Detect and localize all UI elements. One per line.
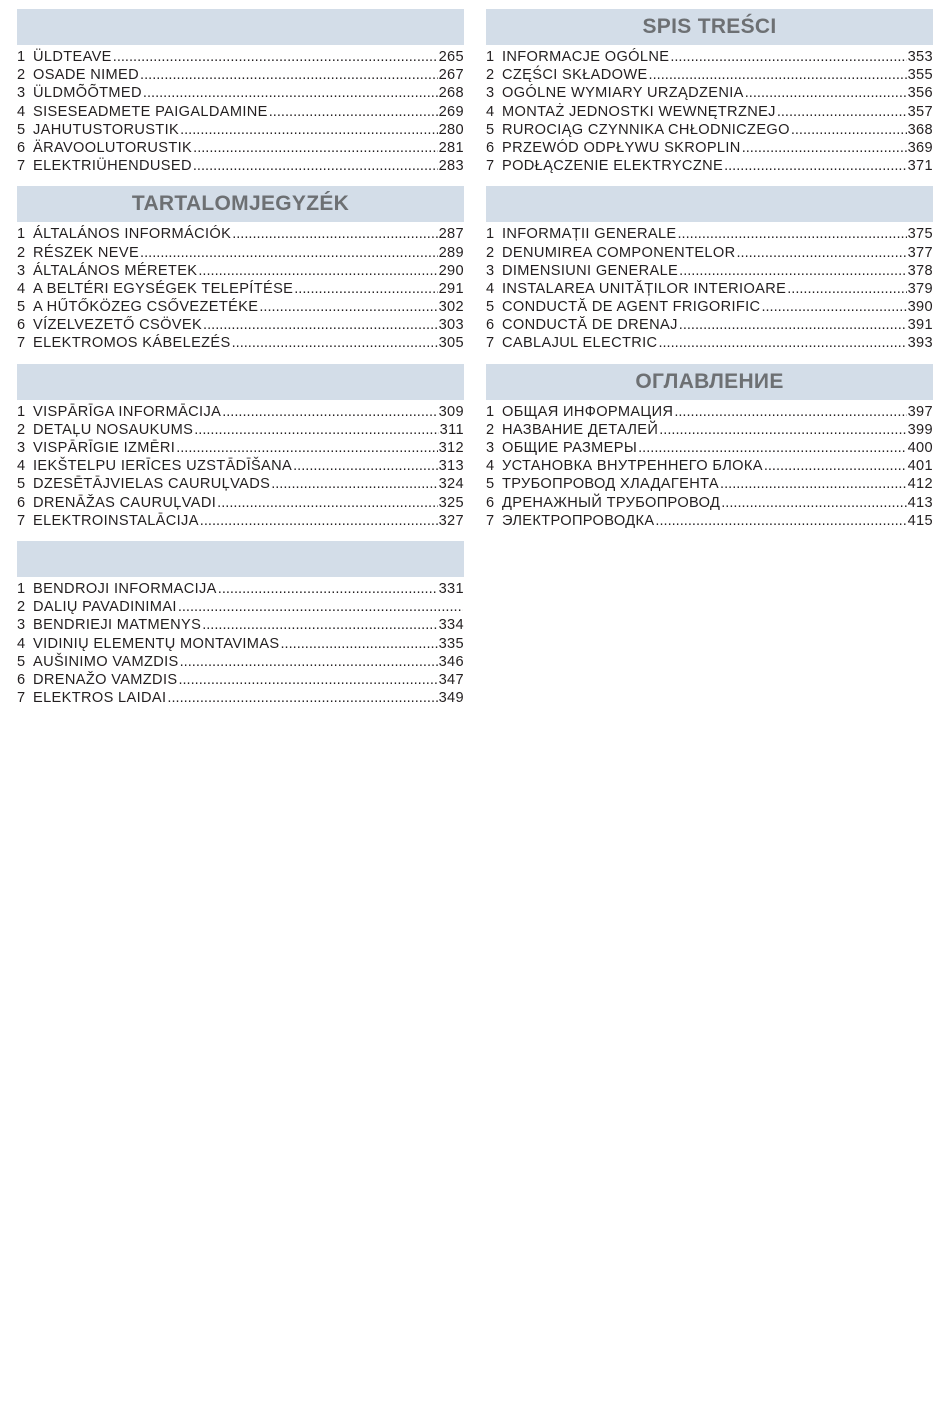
toc-entry[interactable] bbox=[17, 85, 464, 103]
dot-leader bbox=[678, 226, 907, 242]
entry-page-number: 371 bbox=[907, 158, 933, 175]
entry-number: 5 bbox=[17, 299, 26, 316]
entry-title: VIDINIŲ ELEMENTŲ MONTAVIMAS bbox=[33, 635, 280, 652]
entry-page-number: 281 bbox=[438, 139, 464, 156]
entry-number: 6 bbox=[486, 494, 495, 511]
toc-entry[interactable] bbox=[17, 122, 464, 140]
entry-page-number: 346 bbox=[438, 653, 464, 670]
toc-entry[interactable] bbox=[486, 495, 933, 513]
toc-entry[interactable] bbox=[486, 513, 933, 531]
entry-title: PRZEWÓD ODPŁYWU SKROPLIN bbox=[502, 139, 741, 156]
entry-page-number: 391 bbox=[907, 317, 933, 334]
entry-number: 7 bbox=[17, 158, 26, 175]
entry-number: 5 bbox=[486, 299, 495, 316]
toc-section bbox=[486, 364, 933, 531]
toc-entry[interactable] bbox=[17, 140, 464, 158]
section-heading: ОГЛАВЛЕНИЕ bbox=[486, 364, 933, 400]
entry-page-number: 413 bbox=[907, 494, 933, 511]
dot-leader bbox=[222, 404, 437, 420]
toc-entry[interactable] bbox=[17, 672, 464, 690]
entry-number: 4 bbox=[17, 280, 26, 297]
entry-title: VISPĀRĪGA INFORMĀCIJA bbox=[33, 403, 222, 420]
toc-section bbox=[486, 186, 933, 353]
entry-title: RÉSZEK NEVE bbox=[33, 244, 140, 261]
section-heading bbox=[17, 541, 464, 577]
dot-leader bbox=[745, 85, 907, 101]
toc-entry[interactable] bbox=[17, 617, 464, 635]
toc-entry[interactable] bbox=[486, 404, 933, 422]
dot-leader bbox=[269, 104, 438, 120]
entry-title: INFORMACJE OGÓLNE bbox=[502, 49, 670, 65]
toc-entry[interactable] bbox=[17, 104, 464, 122]
dot-leader bbox=[143, 85, 438, 101]
entry-page-number: 347 bbox=[438, 671, 464, 688]
dot-leader bbox=[787, 281, 906, 297]
entry-title: DZESĒTĀJVIELAS CAURUĻVADS bbox=[33, 476, 271, 493]
entry-number: 1 bbox=[17, 403, 26, 420]
toc-list bbox=[486, 226, 933, 353]
entry-title: SISESEADMETE PAIGALDAMINE bbox=[33, 103, 268, 120]
entry-number: 1 bbox=[486, 403, 495, 420]
toc-entry[interactable] bbox=[17, 158, 464, 176]
entry-number: 7 bbox=[486, 158, 495, 175]
section-heading: TARTALOMJEGYZÉK bbox=[17, 186, 464, 222]
entry-title: A HŰTŐKÖZEG CSŐVEZETÉKE bbox=[33, 299, 259, 316]
entry-title: INSTALAREA UNITĂȚILOR INTERIOARE bbox=[502, 280, 787, 297]
entry-page-number: 390 bbox=[907, 299, 933, 316]
dot-leader bbox=[649, 67, 907, 83]
entry-number: 7 bbox=[17, 335, 26, 352]
entry-title: ELEKTROS LAIDAI bbox=[33, 690, 167, 707]
entry-title: VÍZELVEZETŐ CSÖVEK bbox=[33, 317, 203, 334]
entry-number: 7 bbox=[486, 512, 495, 529]
entry-number: 7 bbox=[17, 690, 26, 707]
entry-number: 1 bbox=[486, 226, 495, 243]
dot-leader bbox=[218, 581, 438, 597]
toc-entry[interactable] bbox=[486, 263, 933, 281]
section-heading bbox=[17, 364, 464, 400]
entry-page-number: 331 bbox=[438, 580, 464, 597]
toc-entry[interactable] bbox=[17, 317, 464, 335]
dot-leader bbox=[294, 281, 437, 297]
entry-page-number: 311 bbox=[439, 421, 464, 438]
entry-number: 6 bbox=[17, 139, 26, 156]
dot-leader bbox=[742, 140, 907, 156]
dot-leader bbox=[193, 158, 438, 174]
toc-entry[interactable] bbox=[17, 654, 464, 672]
entry-title: DALIŲ PAVADINIMAI bbox=[33, 599, 177, 616]
entry-page-number: 313 bbox=[438, 458, 464, 475]
dot-leader bbox=[113, 49, 438, 65]
entry-page-number: 377 bbox=[907, 244, 933, 261]
entry-title: OSADE NIMED bbox=[33, 67, 140, 84]
entry-page-number: 393 bbox=[907, 335, 933, 352]
entry-number: 2 bbox=[17, 421, 26, 438]
entry-number: 5 bbox=[486, 121, 495, 138]
entry-number: 1 bbox=[17, 226, 26, 243]
entry-page-number: 334 bbox=[438, 617, 464, 634]
dot-leader bbox=[217, 495, 437, 511]
toc-entry[interactable] bbox=[17, 422, 464, 440]
section-heading: SPIS TREŚCI bbox=[486, 9, 933, 45]
entry-page-number: 327 bbox=[438, 512, 464, 529]
toc-entry[interactable] bbox=[486, 85, 933, 103]
entry-page-number: 349 bbox=[438, 690, 464, 707]
entry-title: ДРЕНАЖНЫЙ ТРУБОПРОВОД bbox=[502, 494, 721, 511]
entry-number: 3 bbox=[17, 440, 26, 456]
dot-leader bbox=[180, 654, 438, 670]
entry-number: 4 bbox=[486, 103, 495, 120]
toc-entry[interactable] bbox=[17, 458, 464, 476]
entry-page-number: 290 bbox=[438, 262, 464, 279]
toc-entry[interactable] bbox=[486, 458, 933, 476]
entry-number: 5 bbox=[486, 476, 495, 493]
entry-number: 4 bbox=[17, 103, 26, 120]
entry-page-number: 355 bbox=[907, 67, 933, 84]
toc-entry[interactable] bbox=[17, 299, 464, 317]
dot-leader bbox=[198, 263, 437, 279]
entry-number: 6 bbox=[486, 139, 495, 156]
dot-leader bbox=[674, 404, 906, 420]
entry-title: CONDUCTĂ DE AGENT FRIGORIFIC bbox=[502, 299, 761, 316]
entry-number: 7 bbox=[17, 512, 26, 529]
dot-leader bbox=[203, 317, 438, 333]
entry-number: 5 bbox=[17, 121, 26, 138]
entry-title: ELEKTRIÜHENDUSED bbox=[33, 158, 192, 175]
toc-section bbox=[17, 364, 464, 531]
dot-leader bbox=[638, 440, 906, 456]
entry-number: 2 bbox=[486, 67, 495, 84]
entry-page-number: 325 bbox=[438, 494, 464, 511]
entry-number: 2 bbox=[17, 599, 26, 616]
section-heading bbox=[486, 186, 933, 222]
entry-page-number: 356 bbox=[907, 85, 933, 102]
toc-entry[interactable] bbox=[486, 476, 933, 494]
toc-entry[interactable] bbox=[17, 245, 464, 263]
entry-number: 4 bbox=[486, 458, 495, 475]
entry-number: 4 bbox=[17, 458, 26, 475]
entry-number: 2 bbox=[17, 244, 26, 261]
entry-number: 5 bbox=[17, 653, 26, 670]
toc-entry[interactable] bbox=[17, 281, 464, 299]
entry-title: ELEKTROMOS KÁBELEZÉS bbox=[33, 335, 231, 352]
toc-entry[interactable] bbox=[17, 513, 464, 531]
dot-leader bbox=[280, 636, 437, 652]
entry-title: УСТАНОВКА ВНУТРЕННЕГО БЛОКА bbox=[502, 458, 763, 475]
dot-leader bbox=[178, 672, 437, 688]
entry-title: AUŠINIMO VAMZDIS bbox=[33, 653, 179, 670]
toc-entry[interactable] bbox=[17, 67, 464, 85]
entry-title: ЭЛЕКТРОПРОВОДКА bbox=[502, 512, 655, 529]
toc-entry[interactable] bbox=[17, 49, 464, 67]
dot-leader bbox=[202, 617, 437, 633]
toc-section bbox=[17, 541, 464, 708]
entry-title: BENDRIEJI MATMENYS bbox=[33, 617, 202, 634]
toc-list bbox=[17, 49, 464, 176]
entry-title: DRENAŽO VAMZDIS bbox=[33, 671, 178, 688]
toc-entry[interactable] bbox=[486, 422, 933, 440]
entry-number: 4 bbox=[17, 635, 26, 652]
dot-leader bbox=[721, 495, 906, 511]
toc-entry[interactable] bbox=[486, 49, 933, 67]
entry-page-number: 269 bbox=[438, 103, 464, 120]
entry-number: 6 bbox=[486, 317, 495, 334]
entry-page-number: 401 bbox=[907, 458, 933, 475]
entry-page-number: 412 bbox=[907, 476, 933, 493]
entry-title: ELEKTROINSTALĀCIJA bbox=[33, 512, 199, 529]
entry-page-number: 283 bbox=[438, 158, 464, 175]
toc-entry[interactable] bbox=[17, 476, 464, 494]
entry-title: НАЗВАНИЕ ДЕТАЛЕЙ bbox=[502, 421, 659, 438]
entry-title: ÜLDTEAVE bbox=[33, 49, 112, 65]
dot-leader bbox=[180, 122, 438, 138]
entry-title: VISPĀRĪGIE IZMĒRI bbox=[33, 440, 176, 456]
dot-leader bbox=[791, 122, 907, 138]
toc-entry[interactable] bbox=[486, 245, 933, 263]
entry-page-number: 291 bbox=[438, 280, 464, 297]
toc-entry[interactable] bbox=[17, 226, 464, 244]
entry-number: 3 bbox=[486, 85, 495, 102]
toc-entry[interactable] bbox=[486, 299, 933, 317]
entry-number: 3 bbox=[17, 262, 26, 279]
entry-number: 4 bbox=[486, 280, 495, 297]
entry-title: MONTAŻ JEDNOSTKI WEWNĘTRZNEJ bbox=[502, 103, 776, 120]
entry-title: ÜLDMÕÕTMED bbox=[33, 85, 142, 102]
entry-title: ТРУБОПРОВОД ХЛАДАГЕНТА bbox=[502, 476, 720, 493]
dot-leader bbox=[724, 158, 907, 174]
entry-title: DENUMIREA COMPONENTELOR bbox=[502, 244, 736, 261]
entry-page-number: 397 bbox=[907, 403, 933, 420]
toc-entry[interactable] bbox=[486, 440, 933, 458]
dot-leader bbox=[200, 513, 438, 529]
entry-page-number: 400 bbox=[907, 440, 933, 456]
dot-leader bbox=[140, 67, 438, 83]
dot-leader bbox=[232, 335, 438, 351]
dot-leader bbox=[232, 226, 437, 242]
entry-page-number: 268 bbox=[438, 85, 464, 102]
entry-page-number: 309 bbox=[438, 403, 464, 420]
dot-leader bbox=[720, 476, 907, 492]
entry-number: 5 bbox=[17, 476, 26, 493]
entry-page-number: 305 bbox=[438, 335, 464, 352]
entry-title: ОБЩАЯ ИНФОРМАЦИЯ bbox=[502, 403, 674, 420]
entry-number: 1 bbox=[486, 49, 495, 65]
entry-title: DIMENSIUNI GENERALE bbox=[502, 262, 679, 279]
toc-entry[interactable] bbox=[486, 317, 933, 335]
toc-entry[interactable] bbox=[17, 581, 464, 599]
entry-page-number: 399 bbox=[907, 421, 933, 438]
entry-page-number: 324 bbox=[438, 476, 464, 493]
entry-page-number: 287 bbox=[438, 226, 464, 243]
dot-leader bbox=[679, 263, 906, 279]
toc-entry[interactable] bbox=[486, 122, 933, 140]
entry-title: CONDUCTĂ DE DRENAJ bbox=[502, 317, 678, 334]
entry-number: 6 bbox=[17, 494, 26, 511]
entry-title: OGÓLNE WYMIARY URZĄDZENIA bbox=[502, 85, 744, 102]
toc-column-right bbox=[486, 9, 933, 541]
dot-leader bbox=[736, 245, 906, 261]
entry-page-number: 265 bbox=[438, 49, 464, 65]
dot-leader bbox=[655, 513, 906, 529]
dot-leader bbox=[193, 140, 437, 156]
toc-entry[interactable] bbox=[17, 636, 464, 654]
dot-leader bbox=[140, 245, 438, 261]
dot-leader bbox=[777, 104, 907, 120]
entry-page-number: 335 bbox=[438, 635, 464, 652]
dot-leader bbox=[271, 476, 437, 492]
entry-page-number: 312 bbox=[438, 440, 464, 456]
entry-number: 3 bbox=[486, 262, 495, 279]
entry-title: ОБЩИЕ РАЗМЕРЫ bbox=[502, 440, 638, 456]
toc-section bbox=[17, 9, 464, 176]
toc-entry[interactable] bbox=[486, 140, 933, 158]
toc-entry[interactable] bbox=[17, 495, 464, 513]
toc-entry[interactable] bbox=[486, 67, 933, 85]
dot-leader bbox=[764, 458, 907, 474]
entry-number: 2 bbox=[486, 421, 495, 438]
dot-leader bbox=[176, 440, 437, 456]
toc-list bbox=[17, 581, 464, 708]
toc-section bbox=[486, 9, 933, 176]
dot-leader bbox=[761, 299, 906, 315]
entry-title: A BELTÉRI EGYSÉGEK TELEPÍTÉSE bbox=[33, 280, 294, 297]
dot-leader bbox=[194, 422, 438, 438]
toc-list bbox=[486, 404, 933, 531]
toc-entry[interactable] bbox=[486, 335, 933, 353]
entry-title: BENDROJI INFORMACIJA bbox=[33, 580, 217, 597]
toc-entry[interactable] bbox=[486, 281, 933, 299]
toc-entry[interactable] bbox=[17, 690, 464, 708]
entry-title: IEKŠTELPU IERĪCES UZSTĀDĪŠANA bbox=[33, 458, 293, 475]
entry-number: 6 bbox=[17, 671, 26, 688]
entry-page-number: 303 bbox=[438, 317, 464, 334]
dot-leader bbox=[670, 49, 906, 65]
entry-page-number: 302 bbox=[438, 299, 464, 316]
entry-title: INFORMAȚII GENERALE bbox=[502, 226, 677, 243]
toc-entry[interactable] bbox=[17, 404, 464, 422]
toc-entry[interactable] bbox=[486, 158, 933, 176]
entry-number: 2 bbox=[486, 244, 495, 261]
toc-column-left bbox=[17, 9, 464, 718]
entry-title: JAHUTUSTORUSTIK bbox=[33, 121, 180, 138]
toc-entry[interactable] bbox=[17, 599, 464, 617]
toc-entry[interactable] bbox=[486, 226, 933, 244]
dot-leader bbox=[659, 422, 906, 438]
entry-page-number: 375 bbox=[907, 226, 933, 243]
dot-leader bbox=[293, 458, 437, 474]
entry-page-number: 415 bbox=[907, 512, 933, 529]
entry-number: 7 bbox=[486, 335, 495, 352]
entry-title: ÁLTALÁNOS MÉRETEK bbox=[33, 262, 198, 279]
section-heading bbox=[17, 9, 464, 45]
entry-title: ÄRAVOOLUTORUSTIK bbox=[33, 139, 193, 156]
dot-leader bbox=[178, 599, 463, 615]
toc-list bbox=[17, 226, 464, 353]
entry-title: CABLAJUL ELECTRIC bbox=[502, 335, 658, 352]
toc-entry[interactable] bbox=[17, 440, 464, 458]
entry-page-number: 369 bbox=[907, 139, 933, 156]
dot-leader bbox=[679, 317, 907, 333]
entry-number: 3 bbox=[17, 85, 26, 102]
entry-page-number: 379 bbox=[907, 280, 933, 297]
entry-page-number: 280 bbox=[438, 121, 464, 138]
entry-title: ÁLTALÁNOS INFORMÁCIÓK bbox=[33, 226, 232, 243]
entry-number: 3 bbox=[17, 617, 26, 634]
dot-leader bbox=[167, 690, 437, 706]
entry-title: DETAĻU NOSAUKUMS bbox=[33, 421, 194, 438]
entry-page-number: 357 bbox=[907, 103, 933, 120]
toc-list bbox=[486, 49, 933, 176]
entry-page-number: 368 bbox=[907, 121, 933, 138]
entry-number: 6 bbox=[17, 317, 26, 334]
entry-page-number: 353 bbox=[907, 49, 933, 65]
entry-page-number: 267 bbox=[438, 67, 464, 84]
entry-page-number: 289 bbox=[438, 244, 464, 261]
entry-number: 3 bbox=[486, 440, 495, 456]
entry-number: 1 bbox=[17, 580, 26, 597]
entry-number: 2 bbox=[17, 67, 26, 84]
toc-entry[interactable] bbox=[486, 104, 933, 122]
dot-leader bbox=[658, 335, 906, 351]
entry-title: DRENĀŽAS CAURUĻVADI bbox=[33, 494, 217, 511]
toc-entry[interactable] bbox=[17, 263, 464, 281]
dot-leader bbox=[259, 299, 437, 315]
toc-list bbox=[17, 404, 464, 531]
toc-section bbox=[17, 186, 464, 353]
toc-entry[interactable] bbox=[17, 335, 464, 353]
entry-title: RUROCIĄG CZYNNIKA CHŁODNICZEGO bbox=[502, 121, 790, 138]
entry-number: 1 bbox=[17, 49, 26, 65]
entry-page-number: 378 bbox=[907, 262, 933, 279]
entry-title: CZĘŚCI SKŁADOWE bbox=[502, 67, 648, 84]
entry-title: PODŁĄCZENIE ELEKTRYCZNE bbox=[502, 158, 724, 175]
